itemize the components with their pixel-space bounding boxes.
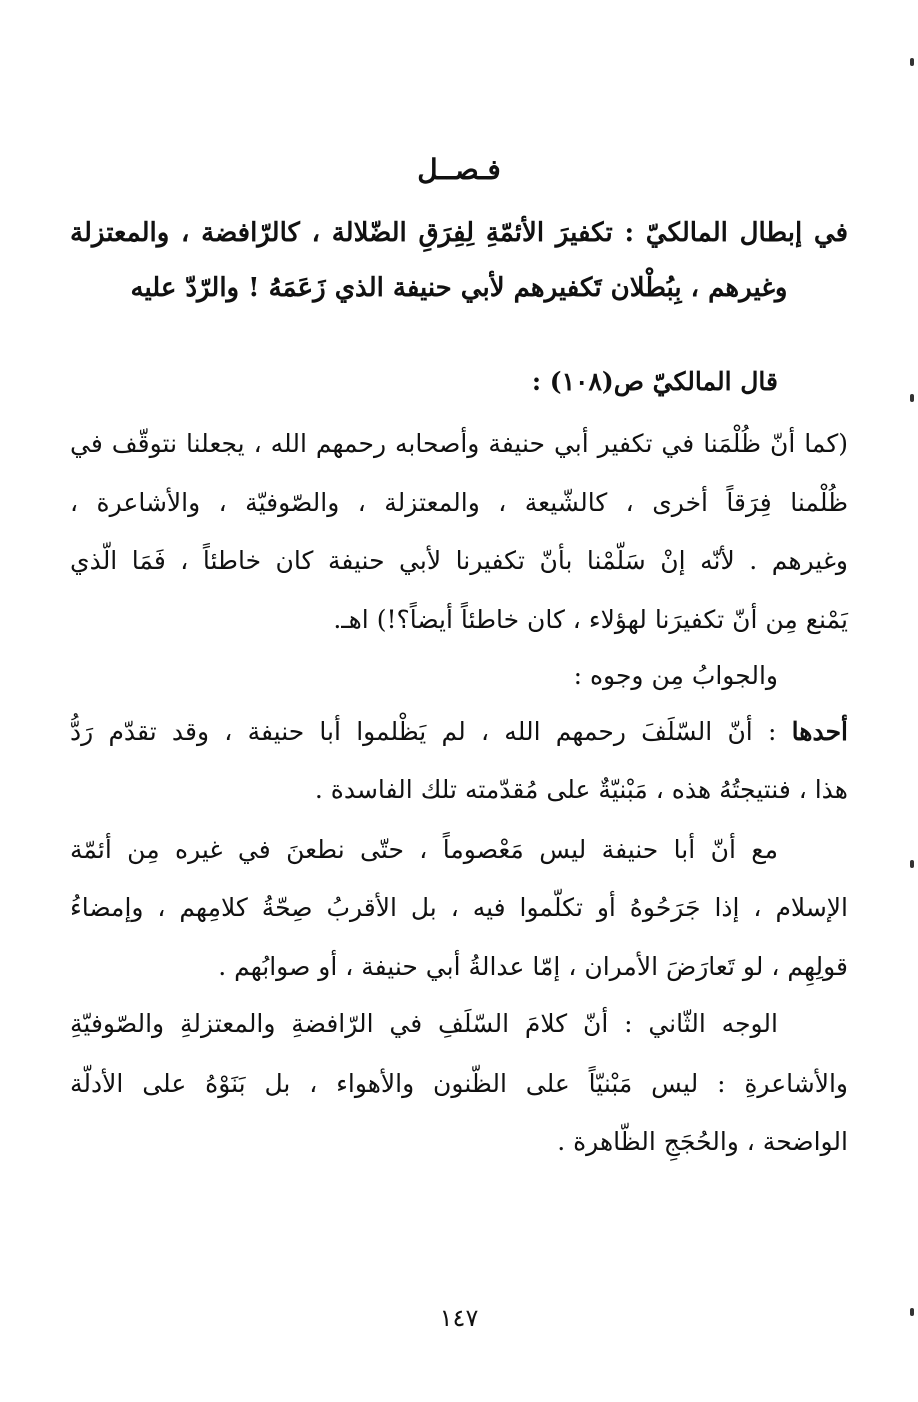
second-point-line-1: الوجه الثّاني : أنّ كلامَ السّلَفِ في الرّافضةِ والمعتزلةِ والصّوفيّةِ xyxy=(70,1009,778,1038)
subtitle-line-1: في إبطال المالكيّ : تكفيرَ الأئمّةِ لِفِرَقِ الضّلالة ، كالرّافضة ، والمعتزلة xyxy=(70,218,848,248)
second-point-line-2: والأشاعرةِ : ليس مَبْنيّاً على الظّنون والأهواء ، بل بَنَوْهُ على الأدلّة xyxy=(70,1069,848,1098)
section-title: فـصــل xyxy=(417,153,501,186)
para2-line-1: مع أنّ أبا حنيفة ليس مَعْصوماً ، حتّى نطعنَ في غيره مِن أئمّة xyxy=(70,835,778,864)
subtitle-line-2: وغيرهم ، بِبُطْلان تَكفيرهم لأبي حنيفة الذي زَعَمَهُ ! والرّدّ عليه xyxy=(130,273,788,303)
first-point-line-2: هذا ، فنتيجتُهُ هذه ، مَبْنيّةٌ على مُقدّمته تلك الفاسدة . xyxy=(314,775,848,804)
second-point-line-3: الواضحة ، والحُجَجِ الظّاهرة . xyxy=(557,1127,848,1156)
answer-intro: والجوابُ مِن وجوه : xyxy=(573,661,778,690)
scan-mark xyxy=(910,394,914,402)
para2-line-2: الإسلام ، إذا جَرَحُوهُ أو تكلّموا فيه ، بل الأقربُ صِحّةُ كلامِهم ، وإمضاءُ xyxy=(70,893,848,922)
quote-line-2: ظُلْمنا فِرَقاً أخرى ، كالشّيعة ، والمعتزلة ، والصّوفيّة ، والأشاعرة ، xyxy=(70,488,848,517)
first-point-label: أحدها xyxy=(791,717,848,746)
quote-line-3: وغيرهم . لأنّه إنْ سَلّمْنا بأنّ تكفيرنا لأبي حنيفة كان خاطئاً ، فَمَا الّذي xyxy=(70,546,849,575)
first-point-text: : أنّ السّلَفَ رحمهم الله ، لم يَظْلموا أبا حنيفة ، وقد تقدّم رَدُّ xyxy=(70,717,792,746)
scan-mark xyxy=(910,1308,914,1316)
quote-intro: قال المالكيّ ص(١٠٨) : xyxy=(531,367,778,396)
quote-line-1: (كما أنّ ظُلْمَنا في تكفير أبي حنيفة وأصحابه رحمهم الله ، يجعلنا نتوقّف في xyxy=(70,429,848,458)
scan-mark xyxy=(910,58,914,66)
first-point-line-1 xyxy=(70,712,848,752)
scan-mark xyxy=(910,860,914,868)
para2-line-3: قولِهِم ، لو تَعارَضَ الأمران ، إمّا عدالةُ أبي حنيفة ، أو صوابُهم . xyxy=(218,952,848,981)
page-number: ١٤٧ xyxy=(439,1304,479,1332)
quote-line-4: يَمْنع مِن أنّ تكفيرَنا لهؤلاء ، كان خاطئاً أيضاً؟!) اهـ. xyxy=(333,605,848,634)
